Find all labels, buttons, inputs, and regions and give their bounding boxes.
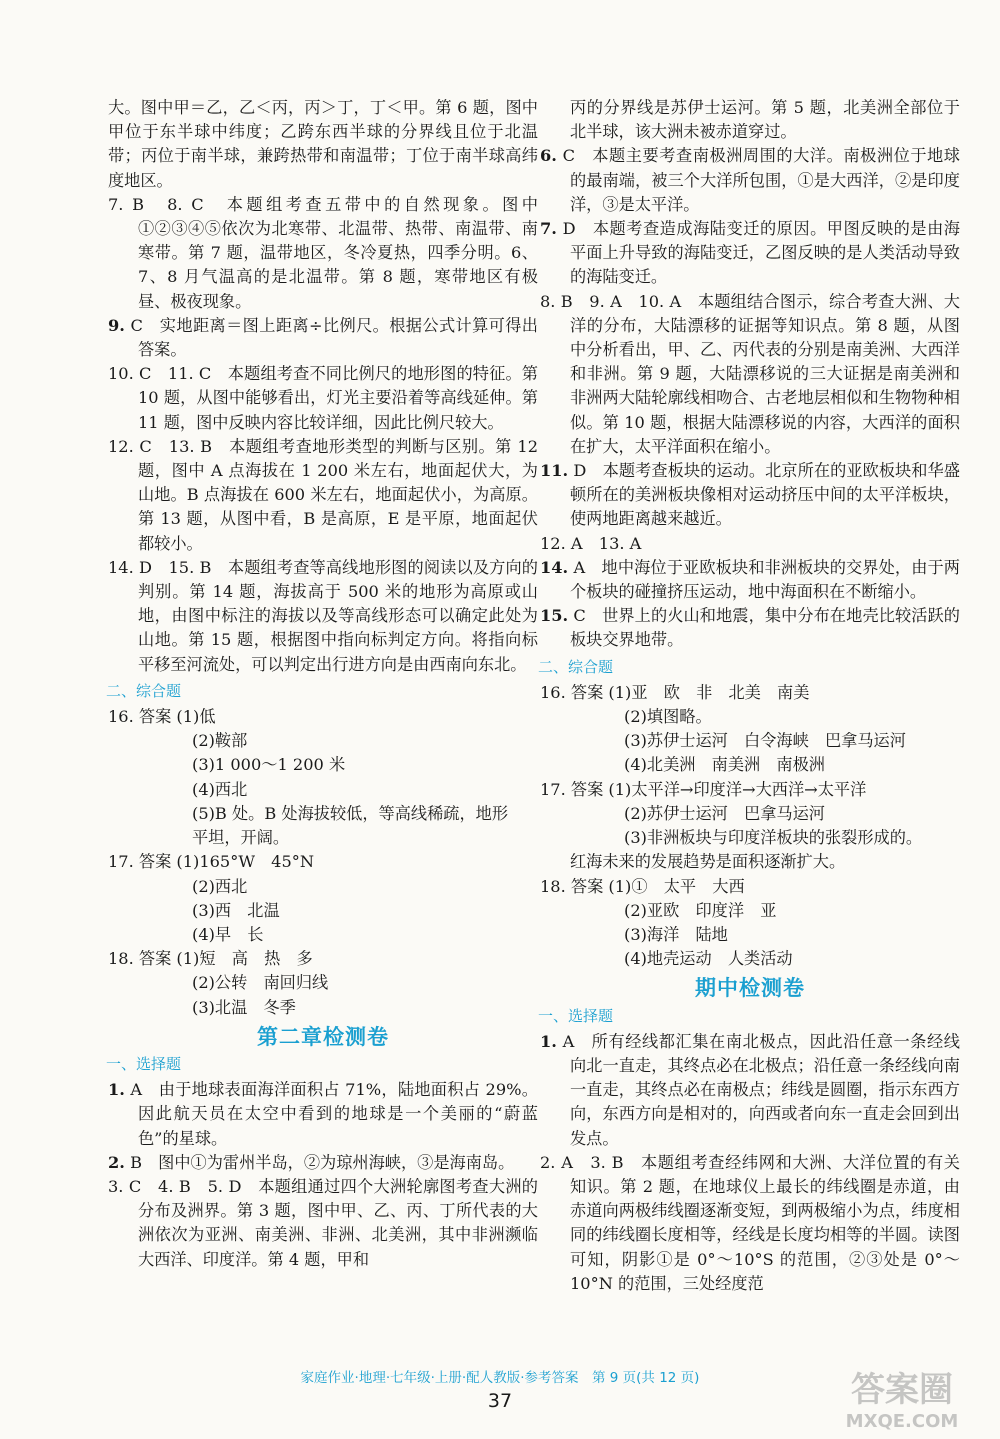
answer-line: 18. 答案 (1)① 太平 大西 (540, 876, 745, 896)
answer-item (108, 1175, 538, 1272)
answer-line: (3)北温 冬季 (192, 997, 296, 1017)
answer-block-17 (108, 850, 538, 947)
answer-block-17 (540, 778, 960, 875)
answer-block-16 (108, 705, 538, 850)
answer-text: C 世界上的火山和地震，集中分布在地壳比较活跃的板块交界地带。 (570, 606, 960, 650)
answer-line: (3)1 000～1 200 米 (192, 755, 346, 775)
answer-item (108, 1151, 538, 1175)
answer-item (540, 1030, 960, 1151)
answer-line: (3)海洋 陆地 (624, 924, 728, 944)
answer-text: 8. B 9. A 10. A 本题组结合图示，综合考查大洲、大洋的分布，大陆漂移的证据等知识点。第 8 题，从图中分析看出，甲、乙、丙代表的分别是南美洲、大西洋和非洲。第 9 题，大陆漂移说的三大证据是南美洲和非洲两大陆轮廓线相吻合、古老地层相似和生物物种相似。第 10 题，根据大陆漂移说的内容，大西洋的面积在扩大，太平洋面积在缩小。 (540, 291, 960, 456)
answer-item (540, 217, 960, 290)
answer-text: D 本题考查造成海陆变迁的原因。甲图反映的是由海平面上升导致的海陆变迁，乙图反映的是人类活动导致的海陆变迁。 (562, 219, 960, 287)
subsection-heading: 一、选择题 (106, 1054, 182, 1073)
answer-text: 12. C 13. B 本题组考查地形类型的判断与区别。第 12 题，图中 A 点海拔在 1 200 米左右，地面起伏大，为山地。B 点海拔在 600 米左右，地面起伏小，为高原。第 13 题，从图中看，B 是高原，E 是平原，地面起伏都较小。 (108, 436, 538, 553)
answer-line: 16. 答案 (1)亚 欧 非 北美 南美 (540, 682, 810, 702)
answer-line: (2)亚欧 印度洋 亚 (624, 900, 777, 920)
answer-block-16 (540, 681, 960, 778)
answer-block-18 (540, 875, 960, 972)
item-number: 11. (540, 461, 569, 481)
answer-line: (5)B 处。B 处海拔较低，等高线稀疏，地形 (192, 803, 509, 823)
item-number: 14. (540, 557, 569, 577)
item-number: 6. (540, 146, 557, 166)
answer-item (108, 314, 538, 362)
answer-line: 18. 答案 (1)短 高 热 多 (108, 949, 313, 969)
left-column (108, 96, 538, 1272)
subsection-heading: 二、综合题 (538, 657, 614, 676)
answer-item (108, 193, 538, 314)
page-number: 37 (487, 1390, 513, 1412)
answer-item (108, 435, 538, 556)
answer-text: A 所有经线都汇集在南北极点，因此沿任意一条经线向北一直走，其终点必在北极点；沿任意一条经线向南一直走，其终点必在南极点；纬线是圆圈，指示东西方向，东西方向是相对的，向西或者向东一直走会回到出发点。 (562, 1031, 960, 1148)
subsection-heading: 二、综合题 (106, 681, 182, 700)
answer-line: (3)西 北温 (192, 900, 280, 920)
paragraph: 丙的分界线是苏伊士运河。第 5 题，北美洲全部位于北半球，该大洲未被赤道穿过。 (570, 98, 960, 142)
answer-line: (3)非洲板块与印度洋板块的张裂形成的。 (624, 828, 923, 848)
section-title: 期中检测卷 (695, 976, 805, 1001)
answer-line: (2)西北 (192, 876, 248, 896)
answer-line: (4)早 长 (192, 924, 264, 944)
answer-item (108, 362, 538, 435)
item-number: 9. (108, 315, 125, 335)
answer-block-18 (108, 947, 538, 1020)
answer-item (540, 532, 960, 556)
answer-item (540, 556, 960, 604)
answer-text: 3. C 4. B 5. D 本题组通过四个大洲轮廓图考查大洲的分布及洲界。第 3 题，图中甲、乙、丙、丁所代表的大洲依次为亚洲、南美洲、非洲、北美洲，其中非洲濒临大西洋、印度洋。第 4 题，甲和 (108, 1176, 538, 1269)
item-number: 7. (540, 219, 557, 239)
watermark-title: 答案圈 (851, 1370, 953, 1410)
answer-line: (4)北美洲 南美洲 南极洲 (624, 755, 825, 775)
item-number: 2. (108, 1152, 125, 1172)
answer-text: C 实地距离＝图上距离÷比例尺。根据公式计算可得出答案。 (130, 315, 538, 360)
watermark-url: MXQE.COM (845, 1411, 959, 1432)
item-number: 1. (540, 1031, 557, 1051)
answer-item (540, 144, 960, 217)
answer-text: 14. D 15. B 本题组考查等高线地形图的阅读以及方向的判别。第 14 题，海拔高于 500 米的地形为高原或山地，由图中标注的海拔以及等高线形态可以确定此处为山地。第 15 题，根据图中指向标判定方向。将指向标平移至河流处，可以判定出行进方向是由西南向东北。 (108, 557, 538, 674)
answer-text: D 本题考查板块的运动。北京所在的亚欧板块和华盛顿所在的美洲板块像相对运动挤压中间的太平洋板块，使两地距离越来越近。 (570, 461, 960, 529)
answer-line: (2)填图略。 (624, 707, 712, 727)
answer-line: (2)鞍部 (192, 731, 248, 751)
subsection-heading: 一、选择题 (538, 1006, 614, 1025)
answer-text: C 本题主要考查南极洲周围的大洋。南极洲位于地球的最南端，被三个大洋所包围，①是大西洋，②是印度洋，③是太平洋。 (562, 146, 960, 214)
answer-line: 16. 答案 (1)低 (108, 707, 216, 727)
answer-item (540, 459, 960, 532)
answer-item (108, 1078, 538, 1151)
answer-item (540, 290, 960, 459)
answer-line: (2)公转 南回归线 (192, 973, 329, 993)
answer-text: B 图中①为雷州半岛，②为琼州海峡，③是海南岛。 (130, 1152, 515, 1172)
answer-text: A 地中海位于亚欧板块和非洲板块的交界处，由于两个板块的碰撞挤压运动，地中海面积在不断缩小。 (570, 557, 960, 602)
answer-line: 平坦，开阔。 (192, 828, 290, 848)
answer-line: 17. 答案 (1)165°W 45°N (108, 852, 315, 872)
answer-item (108, 556, 538, 677)
answer-line: (4)地壳运动 人类活动 (624, 949, 793, 969)
answer-item (540, 1151, 960, 1296)
answer-line: (2)苏伊士运河 巴拿马运河 (624, 803, 825, 823)
answer-line: (4)西北 (192, 779, 248, 799)
answer-text: 2. A 3. B 本题组考查经纬网和大洲、大洋位置的有关知识。第 2 题，在地球仪上最长的纬线圈是赤道，由赤道向两极纬线圈逐渐变短，到两极缩小为点，纬度相同的纬线圈长度相等，经线是长度均相等的半圆。读图可知，阴影①是 0°～10°S 的范围，②③处是 0°～10°N 的范围，三处经度范 (540, 1152, 960, 1293)
page-footer: 家庭作业·地理·七年级·上册·配人教版·参考答案 第 9 页(共 12 页) (300, 1370, 700, 1386)
answer-text: 12. A 13. A (540, 533, 642, 553)
item-number: 1. (108, 1080, 125, 1100)
answer-text: A 由于地球表面海洋面积占 71%，陆地面积占 29%。因此航天员在太空中看到的地球是一个美丽的“蔚蓝色”的星球。 (130, 1080, 538, 1148)
answer-line: (3)苏伊士运河 白令海峡 巴拿马运河 (624, 731, 906, 751)
section-title: 第二章检测卷 (257, 1024, 389, 1049)
answer-line: 红海未来的发展趋势是面积逐渐扩大。 (570, 852, 846, 872)
answer-item (540, 604, 960, 652)
answer-text: 7. B 8. C 本题组考查五带中的自然现象。图中①②③④⑤依次为北寒带、北温带、热带、南温带、南寒带。第 7 题，温带地区，冬冷夏热，四季分明。6、7、8 月气温高的是北温带。第 8 题，寒带地区有极昼、极夜现象。 (108, 194, 538, 311)
item-number: 15. (540, 606, 569, 626)
right-column (540, 96, 960, 1296)
answer-text: 10. C 11. C 本题组考查不同比例尺的地形图的特征。第 10 题，从图中能够看出，灯光主要沿着等高线延伸。第 11 题，图中反映内容比较详细，因此比例尺较大。 (108, 364, 538, 432)
paragraph: 大。图中甲＝乙，乙＜丙，丙＞丁，丁＜甲。第 6 题，图中甲位于东半球中纬度；乙跨东西半球的分界线且位于北温带；丙位于南半球，兼跨热带和南温带；丁位于南半球高纬度地区。 (108, 98, 538, 190)
watermark-logo (812, 1363, 992, 1433)
answer-line: 17. 答案 (1)太平洋→印度洋→大西洋→太平洋 (540, 779, 867, 799)
